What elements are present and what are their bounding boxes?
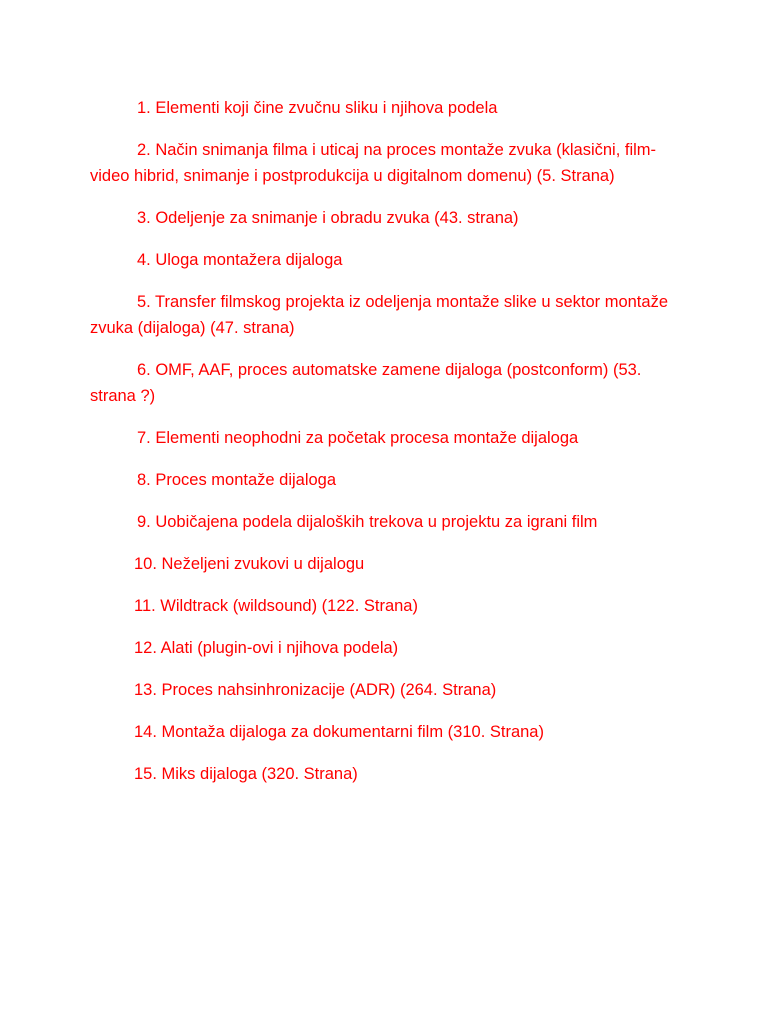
list-item: 6. OMF, AAF, proces automatske zamene dijaloga (postconform) (53. strana ?) <box>90 361 642 405</box>
list-item: 13. Proces nahsinhronizacije (ADR) (264. Strana) <box>134 681 497 699</box>
list-item: 8. Proces montaže dijaloga <box>137 471 337 489</box>
list-item: 7. Elementi neophodni za početak procesa montaže dijaloga <box>137 429 579 447</box>
list-item: 1. Elementi koji čine zvučnu sliku i njihova podela <box>137 99 498 117</box>
list-item: 9. Uobičajena podela dijaloških trekova u projektu za igrani film <box>137 513 598 531</box>
list-item: 2. Način snimanja filma i uticaj na proces montaže zvuka (klasični, film-video hibrid, snimanje i postprodukcija u digitalnom domenu) (5. Strana) <box>90 141 657 185</box>
topic-list <box>90 95 680 803</box>
list-item: 10. Neželjeni zvukovi u dijalogu <box>134 555 365 573</box>
list-item: 5. Transfer filmskog projekta iz odeljenja montaže slike u sektor montaže zvuka (dijaloga) (47. strana) <box>90 293 668 337</box>
list-item: 12. Alati (plugin-ovi i njihova podela) <box>134 639 399 657</box>
list-item: 15. Miks dijaloga (320. Strana) <box>134 765 358 783</box>
list-item: 11. Wildtrack (wildsound) (122. Strana) <box>134 597 418 615</box>
list-item: 3. Odeljenje za snimanje i obradu zvuka (43. strana) <box>137 209 519 227</box>
list-item: 4. Uloga montažera dijaloga <box>137 251 343 269</box>
list-item: 14. Montaža dijaloga za dokumentarni film (310. Strana) <box>134 723 544 741</box>
